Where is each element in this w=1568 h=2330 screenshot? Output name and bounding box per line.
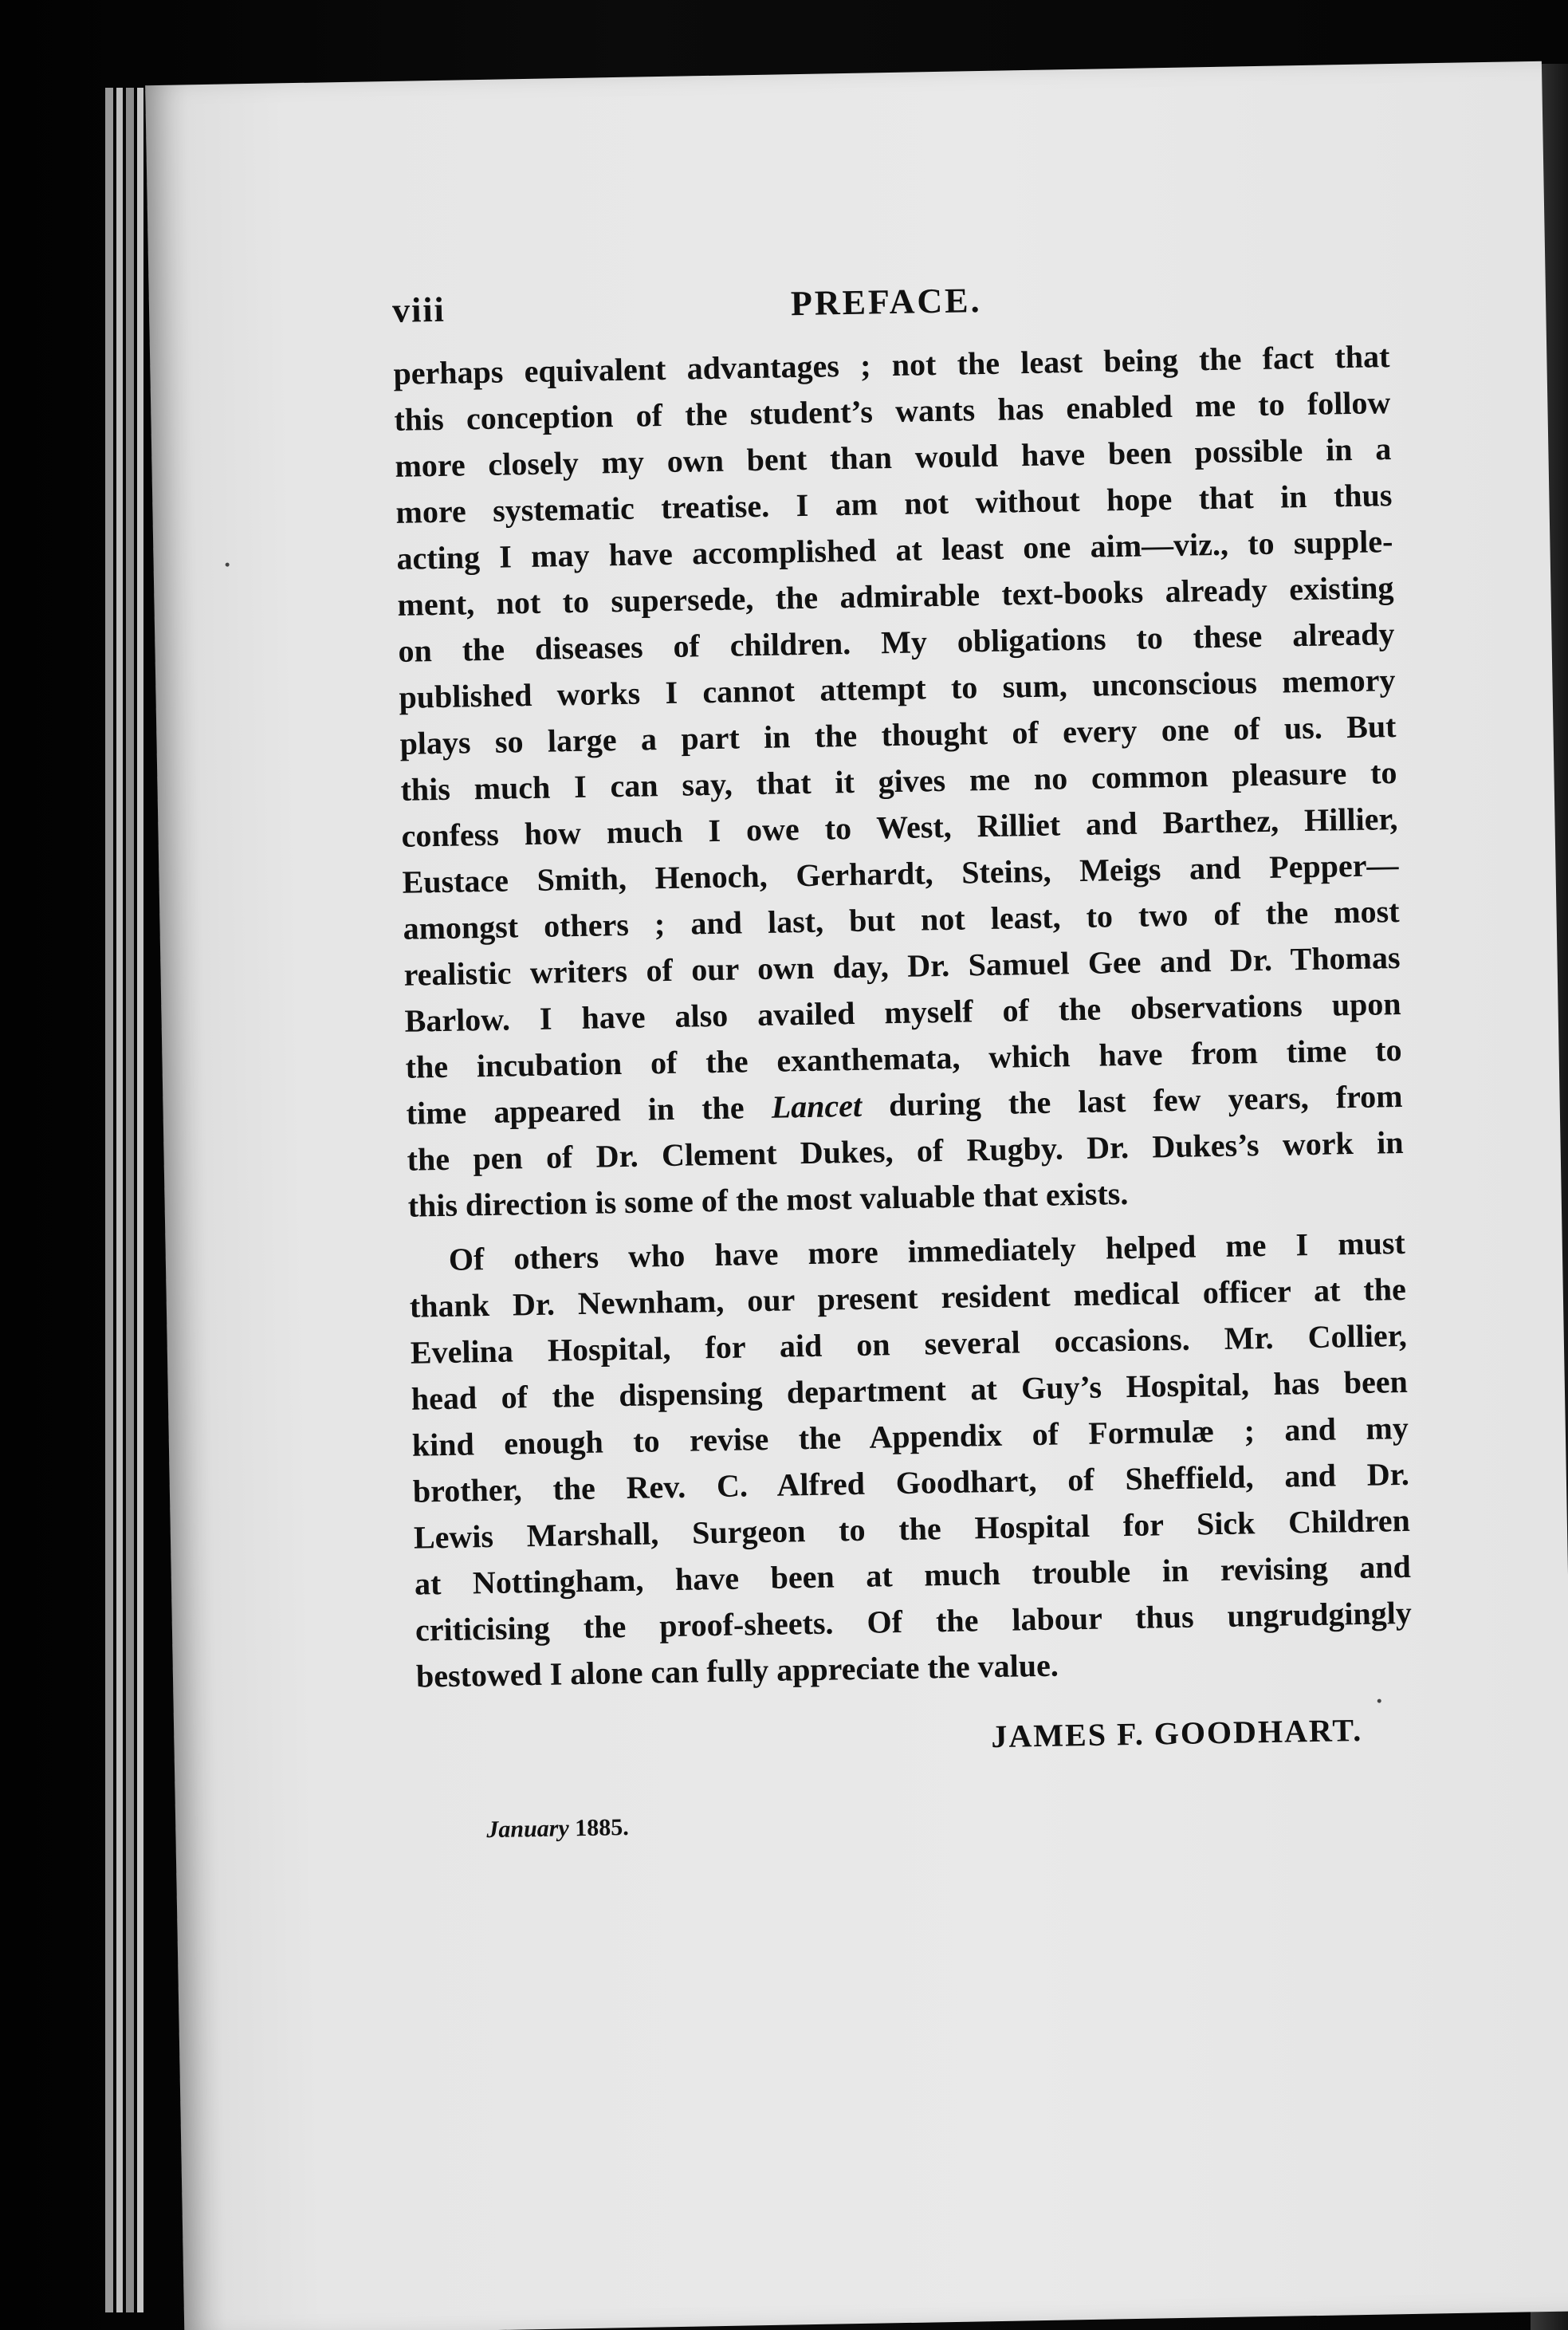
- text-line: ment, not to supersede, the admirable text-books already existing: [397, 569, 1394, 623]
- text-line: Evelina Hospital, for aid on several occasions. Mr. Collier,: [410, 1317, 1408, 1371]
- text-segment: during the last few years, from: [861, 1077, 1403, 1124]
- text-line: thank Dr. Newnham, our present resident medical officer at the: [409, 1270, 1407, 1324]
- text-line: plays so large a part in the thought of every one of us. But: [399, 708, 1397, 762]
- dust-speck: [226, 563, 230, 567]
- paragraph: [408, 1220, 1413, 1700]
- text-segment: time appeared in the: [406, 1088, 772, 1132]
- page-stack-edge: [126, 88, 134, 2312]
- book-page: [145, 61, 1568, 2330]
- page-stack-edge: [105, 88, 113, 2312]
- italic-title: Lancet: [771, 1087, 863, 1125]
- text-line: this conception of the student’s wants has enabled me to follow: [394, 384, 1391, 438]
- text-line: criticising the proof-sheets. Of the labour thus ungrudgingly: [415, 1594, 1413, 1648]
- text-line: amongst others ; and last, but not least, to two of the most: [403, 892, 1400, 947]
- text-line: more systematic treatise. I am not without hope that in thus: [395, 477, 1393, 530]
- author-signature: JAMES F. GOODHART.: [991, 1711, 1363, 1755]
- text-line: the incubation of the exanthemata, which have from time to: [405, 1031, 1402, 1085]
- text-line: this much I can say, that it gives me no common pleasure to: [400, 754, 1397, 808]
- preface-body: [393, 333, 1413, 1700]
- paragraph-end: [407, 1120, 1405, 1230]
- page-stack-edge: [137, 88, 143, 2312]
- date-line: [486, 1814, 629, 1844]
- page-stack-edge: [116, 88, 123, 2312]
- text-line: Of others who have more immediately helped me I must: [448, 1224, 1406, 1277]
- page-number: viii: [391, 289, 446, 330]
- running-head: PREFACE.: [790, 281, 982, 324]
- text-line: confess how much I owe to West, Rilliet and Barthez, Hillier,: [401, 801, 1398, 854]
- text-line: brother, the Rev. C. Alfred Goodhart, of Sheffield, and Dr.: [412, 1455, 1410, 1509]
- date-month: January: [486, 1815, 570, 1844]
- text-line: the pen of Dr. Clement Dukes, of Rugby. Dr. Dukes’s work in: [407, 1124, 1404, 1178]
- text-line: acting I may have accomplished at least one aim—viz., to supple-: [396, 523, 1393, 577]
- dust-speck: [1377, 1699, 1381, 1703]
- page-header: [392, 273, 1389, 346]
- text-line: bestowed I alone can fully appreciate the value.: [415, 1647, 1059, 1694]
- paragraph: [393, 333, 1402, 1091]
- text-line: more closely my own bent than would have been possible in a: [395, 431, 1392, 484]
- text-line: on the diseases of children. My obligations to these already: [398, 616, 1395, 669]
- text-line: realistic writers of our own day, Dr. Samuel Gee and Dr. Thomas: [403, 939, 1401, 993]
- text-line: at Nottingham, have been at much trouble in revising and: [414, 1548, 1412, 1602]
- text-line: head of the dispensing department at Guy’s Hospital, has been: [411, 1363, 1409, 1417]
- text-line: Eustace Smith, Henoch, Gerhardt, Steins, Meigs and Pepper—: [402, 847, 1399, 900]
- text-line: Barlow. I have also availed myself of the observations upon: [404, 985, 1401, 1039]
- text-line: published works I cannot attempt to sum, unconscious memory: [399, 662, 1396, 715]
- date-year: 1885.: [574, 1814, 629, 1842]
- text-line: Lewis Marshall, Surgeon to the Hospital for Sick Children: [413, 1502, 1411, 1556]
- text-line: perhaps equivalent advantages ; not the least being the fact that: [393, 338, 1390, 392]
- text-line: this direction is some of the most valuable that exists.: [407, 1175, 1129, 1224]
- text-line: kind enough to revise the Appendix of Formulæ ; and my: [411, 1409, 1409, 1463]
